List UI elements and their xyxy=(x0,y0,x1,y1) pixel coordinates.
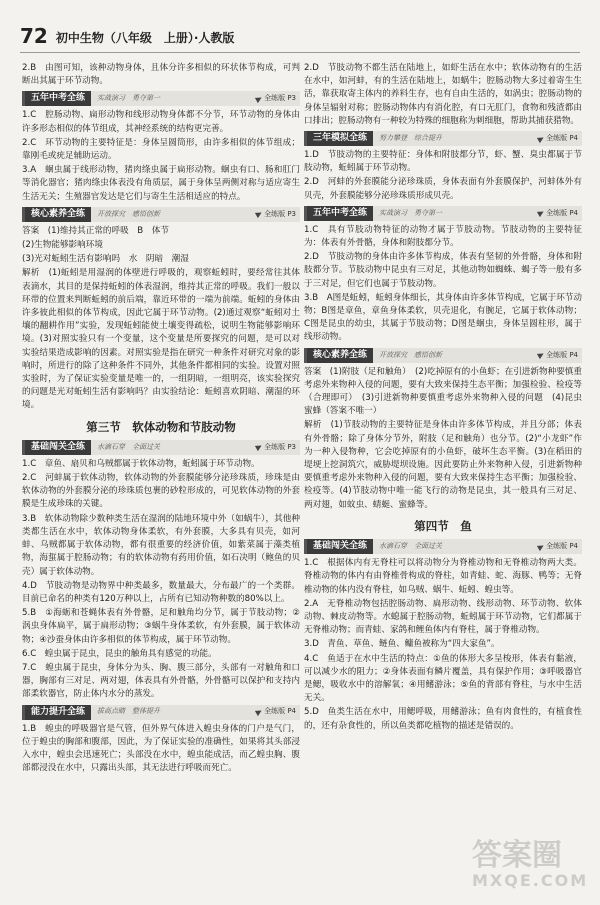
banner-title: 核心素养全练 xyxy=(307,348,373,363)
arrow-icon xyxy=(255,95,263,103)
page-number: 72 xyxy=(20,24,48,48)
banner-tag xyxy=(538,207,582,220)
answer-paragraph: 3.A 蛔虫属于线形动物，猪肉绦虫属于扁形动物。蛔虫有口、肠和肛门等消化器官；猪肉绦虫体表没有角质层，属于身体呈两侧对称与适应寄生生活无关；生殖器官发达是它们与寄生生活相适应的特点。 xyxy=(22,165,300,202)
answer-paragraph: 2.A 无脊椎动物包括腔肠动物、扁形动物、线形动物、环节动物、软体动物、棘皮动物等。水螅属于腔肠动物，蚯蚓属于环节动物，它们都属于无脊椎动物；而青蛙、家鸽和鲤鱼体内有脊柱，属于脊椎动物。 xyxy=(304,598,582,636)
arrow-icon xyxy=(537,134,545,142)
watermark-url: MXQE.COM xyxy=(472,871,589,890)
answer-paragraph: 1.C 章鱼、扇贝和乌贼都属于软体动物，蚯蚓属于环节动物。 xyxy=(22,458,260,469)
arrow-icon xyxy=(255,708,263,716)
section-banner xyxy=(22,440,300,455)
answer-paragraph: 1.C 具有节肢动物特征的动物才属于节肢动物。节肢动物的主要特征为：体表有外骨骼，身体和附肢都分节。 xyxy=(304,224,582,249)
banner-subtitle: 努力攀登 综合提升 xyxy=(379,133,443,142)
answer-paragraph: 5.D 鱼类生活在水中，用鳃呼吸，用鳍游泳；鱼有肉食性的，有植食性的，还有杂食性的，所以鱼类都吃植物的描述是错误的。 xyxy=(304,707,582,731)
answer-paragraph: 2.D 节肢动物不都生活在陆地上，如虾生活在水中；软体动物有的生活在水中，如河蚌，有的生活在陆地上，如蜗牛；腔肠动物大多过着寄生生活，靠获取寄主体内的养料生存，也有自由生活的，如涡虫；腔肠动物的身体呈辐射对称；腔肠动物体内有消化腔，有口无肛门，食物和残渣都由口排出；腔肠动物有一种较为特殊的细胞称为刺细胞，帮助其捕获猎物。 xyxy=(304,63,582,126)
answer-paragraph: 2.C 环节动物的主要特征是：身体呈圆筒形，由许多相似的体节组成；靠刚毛或疣足辅助运动。 xyxy=(22,137,300,162)
left-column xyxy=(22,62,300,885)
answer-paragraph: (3)光对蚯蚓生活有影响吗 水 阴暗 潮湿 xyxy=(22,254,189,265)
answer-paragraph: 解析 (1)蚯蚓是用湿润的体壁进行呼吸的，观察蚯蚓时，要经常往其体表滴水，其目的是保持蚯蚓的体表湿润，维持其正常的呼吸。我们一般以环带的位置来判断蚯蚓的前后端，靠近环带的一端为前端。蚯蚓的身体由许多彼此相似的体节构成，因此它属于环节动物。(2)通过观察“蚯蚓对土壤的翻耕作用”实验，发现蚯蚓能使土壤变得疏松，说明生物能够影响环境。(3)对照实验只有一个变量，这个变量是所要探究的问题，是可以对实验结果造成影响的因素。对照实验是指在研究一种条件对研究对象的影响时，所进行的除了这种条件不同外，其他条件都相同的实验。设置对照实验时，为了保证实验变量是唯一的，一组阴暗，一组明亮，该实验探究的问题是光对蚯蚓生活有影响吗？由实验结论：蚯蚓喜欢阴暗、潮湿的环境。 xyxy=(22,268,300,411)
banner-tag-label: 全练版 P3 xyxy=(264,442,296,451)
answer-paragraph: 1.D 节肢动物的主要特征：身体和附肢都分节，虾、蟹、臭虫都属于节肢动物，蚯蚓属于环节动物。 xyxy=(304,150,582,174)
banner-tag-label: 全练版 P3 xyxy=(264,94,296,103)
banner-tag-label: 全练版 P3 xyxy=(264,209,296,218)
section-banner xyxy=(22,91,300,106)
answer-paragraph: 4.D 节肢动物是动物界中种类最多，数量最大，分布最广的一个类群。目前已命名的种类有120万种以上，占所有已知动物种数的80%以上。 xyxy=(22,580,300,604)
banner-subtitle: 实战演习 勇夺第一 xyxy=(379,208,443,217)
section-banner xyxy=(304,206,582,221)
banner-tag-label: 全练版 P4 xyxy=(546,541,578,550)
book-title: 初中生物（八年级 上册）·人教版 xyxy=(55,31,235,45)
answer-paragraph: 6.C 蝗虫属于昆虫，昆虫的触角具有感觉的功能。 xyxy=(22,648,217,659)
banner-subtitle: 拔高点睛 整体提升 xyxy=(97,707,161,716)
banner-tag xyxy=(538,540,582,553)
page-header xyxy=(20,8,580,48)
answer-paragraph: 1.C 根据体内有无脊柱可以将动物分为脊椎动物和无脊椎动物两大类。脊椎动物的体内有由脊椎骨构成的脊柱，如青蛙、蛇、海豚、鸭等；无脊椎动物的体内没有脊柱，如乌贼、蜗牛、蚯蚓、蝗虫等。 xyxy=(304,558,582,595)
section-banner xyxy=(304,348,582,363)
answer-paragraph: 2.B 由图可知，该种动物身体，且体分许多相似的环状体节构成，可判断出其属于环节动物。 xyxy=(22,63,300,87)
answer-paragraph: 2.D 河蚌的外套膜能分泌珍珠质，身体表面有外套膜保护，河蚌体外有贝壳，外套膜能够分泌珍珠质形成贝壳。 xyxy=(304,177,582,201)
banner-title: 五年中考全练 xyxy=(307,206,373,221)
answer-paragraph: 答案 (1)维持其正常的呼吸 B 体节 xyxy=(22,225,169,236)
banner-title: 基础闯关全练 xyxy=(307,539,373,554)
banner-title: 基础闯关全练 xyxy=(25,440,91,455)
banner-title: 核心素养全练 xyxy=(25,207,91,222)
answer-paragraph: 7.C 蝗虫属于昆虫，身体分为头、胸、腹三部分，头部有一对触角和口器，胸部有三对足、两对翅，体表具有外骨骼，外骨骼可以保护和支持内部柔软器官，防止体内水分的蒸发。 xyxy=(22,662,300,700)
banner-tag xyxy=(256,705,300,718)
header-divider xyxy=(20,52,580,53)
banner-tag xyxy=(256,208,300,221)
arrow-icon xyxy=(255,210,263,218)
banner-subtitle: 水滴石穿 全面过关 xyxy=(379,541,443,550)
banner-tag xyxy=(256,441,300,454)
section-heading: 第四节 鱼 xyxy=(414,518,472,533)
answer-paragraph: 3.D 青鱼、草鱼、鲢鱼、鳙鱼被称为“四大家鱼”。 xyxy=(304,639,500,650)
banner-tag-label: 全练版 P4 xyxy=(546,350,578,359)
answer-paragraph: 2.C 河蚌属于软体动物，软体动物的外套膜能够分泌珍珠质，珍珠是由软体动物的外套膜分泌的珍珠质包裹的砂粒形成的，可见软体动物的外套膜是生成珍珠的关键。 xyxy=(22,473,300,510)
banner-subtitle: 水滴石穿 全面过关 xyxy=(97,442,161,451)
section-heading: 第三节 软体动物和节肢动物 xyxy=(86,419,236,434)
banner-tag xyxy=(538,132,582,145)
answer-paragraph: 1.B 蝗虫的呼吸器官是气管，但外界气体进入蝗虫身体的门户是气门，位于蝗虫的胸部和腹部，因此，为了保证实验的准确性，如果将其头部浸入水中，蝗虫会迅速死亡；头部没在水中，蝗虫能成活，而乙蝗虫胸、腹部都浸没在水中，只露出头部，其无法进行呼吸而死亡。 xyxy=(22,723,300,774)
answer-paragraph: 3.B 软体动物除少数种类生活在湿润的陆地环境中外（如蜗牛），其他种类都生活在水中，软体动物身体柔软，有外套膜，大多具有贝壳，如河蚌、乌贼都属于软体动物，都有很重要的经济价值，如紫菜属于藻类植物，海蜇属于腔肠动物；有的软体动物有药用价值，如石决明（鲍鱼的贝壳）属于软体动物。 xyxy=(22,513,300,577)
section-banner xyxy=(304,131,582,146)
banner-subtitle: 开放探究 感悟创新 xyxy=(379,350,443,359)
arrow-icon xyxy=(537,542,545,550)
banner-tag xyxy=(538,349,582,362)
answer-paragraph: 解析 (1)节肢动物的主要特征是身体由许多体节构成，并且分部；体表有外骨骼；除了身体分节外，附肢（足和触角）也分节。(2)“小龙虾”作为一种入侵物种，它会吃掉原有的小鱼虾，破坏生态平衡。(3)在稻田的堤埂上挖洞筑穴，威胁堤坝设施。因此要防止外来物种入侵，引进新物种要慎重考虑外来物种入侵的问题，要有大致来保持生态平衡；加强检验、检疫等。(4)节肢动物中唯一能飞行的动物是昆虫，其一般具有三对足、两对翅，如蚊虫、蜻蜓、蜜蜂等。 xyxy=(304,420,582,510)
banner-title: 能力提升全练 xyxy=(25,705,91,720)
answer-paragraph: 2.D 节肢动物的身体由许多体节构成，体表有坚韧的外骨骼，身体和附肢都分节。节肢动物中昆虫有三对足，其他动物如蜘蛛、蝎子等一般有多于三对足，但它们也属于节肢动物。 xyxy=(304,252,582,289)
banner-title: 三年模拟全练 xyxy=(307,131,373,146)
arrow-icon xyxy=(255,443,263,451)
banner-tag-label: 全练版 P4 xyxy=(264,707,296,716)
banner-tag-label: 全练版 P4 xyxy=(546,133,578,142)
section-banner xyxy=(304,539,582,554)
banner-subtitle: 实战演习 勇夺第一 xyxy=(97,94,161,103)
answer-paragraph: 答案 (1)附肢（足和触角） (2)吃掉原有的小鱼虾；在引进新物种要慎重考虑外来物种入侵的问题，要有大致来保持生态平衡；加强检验、检疫等（合理即可） (3)引进新物种要慎重考虑外来物种入侵的问题 (4)昆虫 蜜蜂（答案不唯一） xyxy=(304,366,591,417)
watermark-text: 答案圈 xyxy=(472,838,562,873)
answer-paragraph: 5.B ①海蛎和苍蝇体表有外骨骼，足和触角均分节，属于节肢动物；②涡虫身体扁平，属于扁形动物；③蜗牛身体柔软，有外套膜，属于软体动物；④沙蚕身体由许多相似的体节构成，属于环节动物。 xyxy=(22,608,300,645)
answer-paragraph: 3.B A图是蚯蚓，蚯蚓身体细长，其身体由许多体节构成，它属于环节动物；B图是章鱼，章鱼身体柔软，贝壳退化，有腕足，它属于软体动物；C图是昆虫的幼虫，其属于节肢动物；D图是蛔虫，身体呈圆柱形，属于线形动物。 xyxy=(304,292,582,343)
site-watermark xyxy=(472,838,592,897)
right-column xyxy=(304,62,591,885)
banner-tag xyxy=(256,92,300,105)
answer-paragraph: (2)生物能够影响环境 xyxy=(22,240,103,251)
banner-tag-label: 全练版 P4 xyxy=(546,208,578,217)
section-banner xyxy=(22,207,300,222)
banner-title: 五年中考全练 xyxy=(25,91,91,106)
section-banner xyxy=(22,705,300,720)
arrow-icon xyxy=(537,209,545,217)
answer-paragraph: 4.C 鱼适于在水中生活的特点：①鱼的体形大多呈梭形，体表有黏液，可以减少水的阻力；②身体表面有鳞片覆盖，具有保护作用；③呼吸器官是鳃，吸收水中的溶解氧；④用鳍游泳；⑤鱼的背部有脊柱，与水中生活无关。 xyxy=(304,653,582,704)
banner-subtitle: 开放探究 感悟创新 xyxy=(97,209,161,218)
answer-paragraph: 1.C 腔肠动物、扁形动物和线形动物身体都不分节，环节动物的身体由许多形态相似的体节组成，其神经系统的结构更完善。 xyxy=(22,110,300,134)
arrow-icon xyxy=(537,351,545,359)
